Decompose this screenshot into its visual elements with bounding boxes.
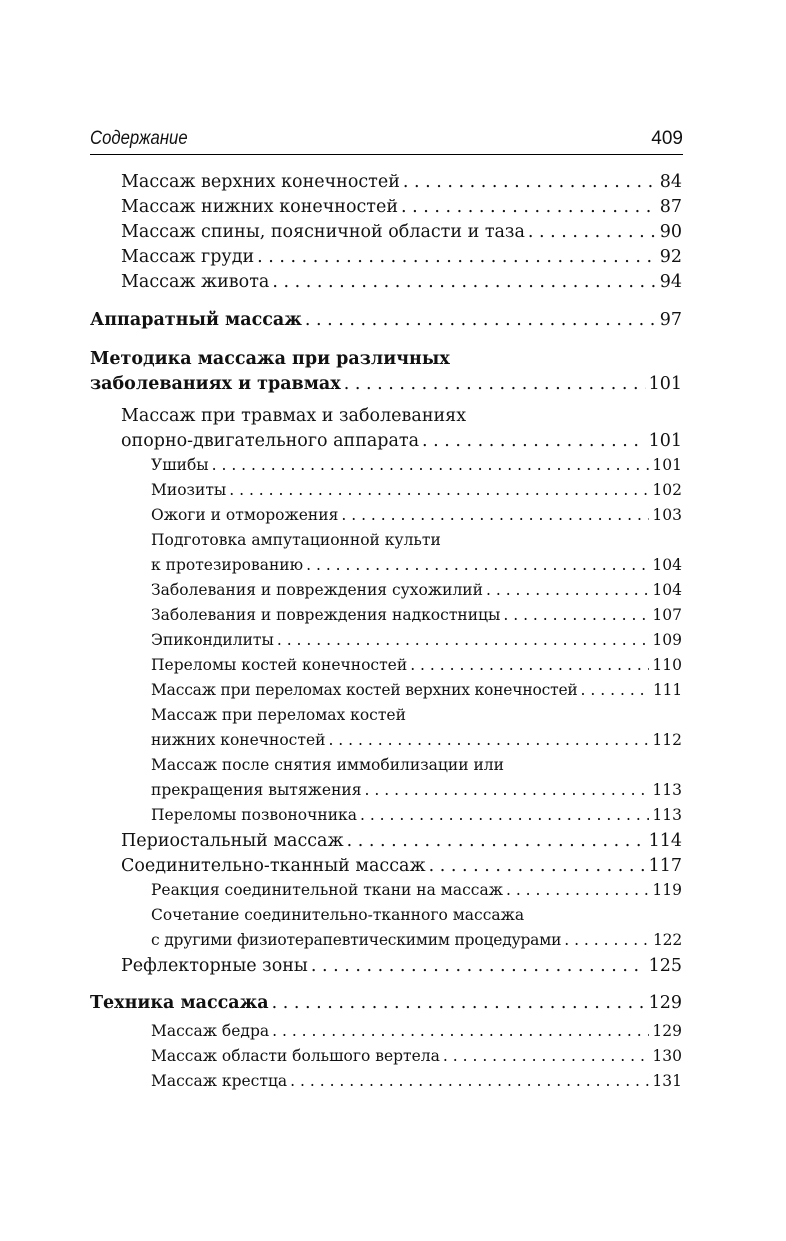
toc-entry-title: Рефлекторные зоны <box>121 956 308 976</box>
toc-section <box>90 993 682 1013</box>
toc-section-title: Техника массажа <box>90 993 269 1013</box>
toc-entry-page: 117 <box>648 856 682 876</box>
dot-leader <box>581 681 650 699</box>
toc-section-page: 101 <box>648 374 682 394</box>
toc-subentry-title: Миозиты <box>151 481 227 499</box>
toc-entry-page: 94 <box>659 272 682 292</box>
toc-entry-page: 101 <box>648 431 682 451</box>
toc-subentry-title: Переломы костей конечностей <box>151 656 408 674</box>
toc-subentry <box>151 781 682 799</box>
toc-subentry-page: 113 <box>652 806 682 824</box>
dot-leader <box>229 481 649 499</box>
toc-subentry <box>151 1047 682 1065</box>
toc-entry-title: Массаж нижних конечностей <box>121 197 399 217</box>
toc-subentry-title: Эпикондилиты <box>151 631 274 649</box>
dot-leader <box>306 556 649 574</box>
toc-subentry <box>151 456 682 474</box>
running-header <box>90 128 683 155</box>
toc-subentry-page: 104 <box>652 556 682 574</box>
toc-subentry-page: 131 <box>652 1072 682 1090</box>
toc-subentry <box>151 806 682 824</box>
dot-leader <box>506 881 649 899</box>
toc-section-page: 129 <box>648 993 682 1013</box>
header-page-number: 409 <box>651 128 683 149</box>
dot-leader <box>257 247 657 267</box>
toc-section-title: заболеваниях и травмах <box>90 374 341 394</box>
toc-section-page: 97 <box>659 310 682 330</box>
toc-subentry-page: 101 <box>652 456 682 474</box>
toc-subentry-page: 103 <box>652 506 682 524</box>
toc-entry-title: Массаж груди <box>121 247 255 267</box>
toc-entry-title: Массаж верхних конечностей <box>121 172 400 192</box>
toc-entry <box>121 956 682 976</box>
toc-entry <box>121 197 682 217</box>
toc-subentry-title: к протезированию <box>151 556 304 574</box>
toc-subentry <box>151 656 682 674</box>
toc-subentry-page: 113 <box>652 781 682 799</box>
toc-subentry-page: 111 <box>653 681 682 699</box>
toc-subentry <box>151 731 682 749</box>
dot-leader <box>344 374 646 394</box>
toc-entry <box>121 172 682 192</box>
dot-leader <box>564 931 650 949</box>
dot-leader <box>528 222 657 242</box>
toc-entry <box>121 831 682 851</box>
toc-subentry-page: 107 <box>652 606 682 624</box>
toc-entry-page: 87 <box>659 197 682 217</box>
toc-subentry-title: Массаж крестца <box>151 1072 288 1090</box>
toc-subentry <box>151 481 682 499</box>
dot-leader <box>443 1047 650 1065</box>
toc-entry-page: 90 <box>659 222 682 242</box>
toc-subentry <box>151 556 682 574</box>
toc-subentry-page: 130 <box>652 1047 682 1065</box>
toc-subentry-page: 109 <box>652 631 682 649</box>
dot-leader <box>429 856 646 876</box>
dot-leader <box>272 993 646 1013</box>
toc-entry-page: 84 <box>659 172 682 192</box>
toc-subentry-title: с другими физиотерапевтическимим процедурами <box>151 931 562 949</box>
toc-subentry-title: Реакция соединительной ткани на массаж <box>151 881 503 899</box>
dot-leader <box>410 656 649 674</box>
toc-entry <box>121 247 682 267</box>
toc-subentry <box>151 606 682 624</box>
dot-leader <box>422 431 646 451</box>
dot-leader <box>403 172 657 192</box>
toc-subentry-title: Переломы позвоночника <box>151 806 357 824</box>
toc-subentry-page: 129 <box>652 1022 682 1040</box>
dot-leader <box>486 581 649 599</box>
toc-subentry <box>151 1022 682 1040</box>
dot-leader <box>360 806 649 824</box>
toc-entry-page: 125 <box>648 956 682 976</box>
toc-entry <box>121 272 682 292</box>
toc-subentry-page: 110 <box>652 656 682 674</box>
dot-leader <box>503 606 649 624</box>
toc-subentry-title-line1: Массаж после снятия иммобилизации или <box>151 756 504 774</box>
toc-section-title: Аппаратный массаж <box>90 310 302 330</box>
dot-leader <box>311 956 646 976</box>
dot-leader <box>341 506 649 524</box>
toc-entry-title: Массаж живота <box>121 272 270 292</box>
dot-leader <box>272 1022 649 1040</box>
toc-subentry <box>151 881 682 899</box>
toc-subentry-title: прекращения вытяжения <box>151 781 362 799</box>
dot-leader <box>305 310 657 330</box>
toc-subentry-page: 102 <box>652 481 682 499</box>
toc-subentry <box>151 681 682 699</box>
toc-subentry-page: 119 <box>652 881 682 899</box>
toc-section-title-line1: Методика массажа при различных <box>90 349 450 369</box>
dot-leader <box>401 197 657 217</box>
toc-section <box>90 310 682 330</box>
toc-subentry-page: 104 <box>652 581 682 599</box>
dot-leader <box>365 781 650 799</box>
dot-leader <box>328 731 649 749</box>
dot-leader <box>212 456 650 474</box>
toc-entry-page: 92 <box>659 247 682 267</box>
toc-subentry <box>151 1072 682 1090</box>
toc-subentry-page: 112 <box>652 731 682 749</box>
toc-subentry-title-line1: Подготовка ампутационной культи <box>151 531 441 549</box>
header-title: Содержание <box>90 128 188 149</box>
toc-subentry-title-line1: Массаж при переломах костей <box>151 706 406 724</box>
toc-subentry <box>151 631 682 649</box>
toc-subentry-title: Массаж области большого вертела <box>151 1047 440 1065</box>
toc-entry-title-line1: Массаж при травмах и заболеваниях <box>121 406 467 426</box>
toc-entry-page: 114 <box>648 831 682 851</box>
toc-subentry <box>151 581 682 599</box>
toc-entry-title: Периостальный массаж <box>121 831 344 851</box>
toc-subentry-title-line1: Сочетание соединительно-тканного массажа <box>151 906 525 924</box>
toc-entry <box>121 431 682 451</box>
toc-subentry-title: Заболевания и повреждения надкостницы <box>151 606 501 624</box>
toc-subentry-title: Массаж при переломах костей верхних конечностей <box>151 681 578 699</box>
toc-entry-title: Соединительно-тканный массаж <box>121 856 426 876</box>
toc-section <box>90 374 682 394</box>
toc-subentry <box>151 931 682 949</box>
toc-entry-title: Массаж спины, поясничной области и таза <box>121 222 525 242</box>
toc-subentry-title: Ожоги и отморожения <box>151 506 339 524</box>
dot-leader <box>277 631 650 649</box>
dot-leader <box>272 272 656 292</box>
dot-leader <box>347 831 646 851</box>
toc-subentry-title: нижних конечностей <box>151 731 326 749</box>
toc-subentry-title: Массаж бедра <box>151 1022 270 1040</box>
toc-entry-title: опорно-двигательного аппарата <box>121 431 420 451</box>
toc-subentry-page: 122 <box>653 931 682 949</box>
toc-subentry <box>151 506 682 524</box>
toc-subentry-title: Ушибы <box>151 456 209 474</box>
toc-entry <box>121 222 682 242</box>
toc-entry <box>121 856 682 876</box>
dot-leader <box>290 1072 649 1090</box>
toc-subentry-title: Заболевания и повреждения сухожилий <box>151 581 483 599</box>
